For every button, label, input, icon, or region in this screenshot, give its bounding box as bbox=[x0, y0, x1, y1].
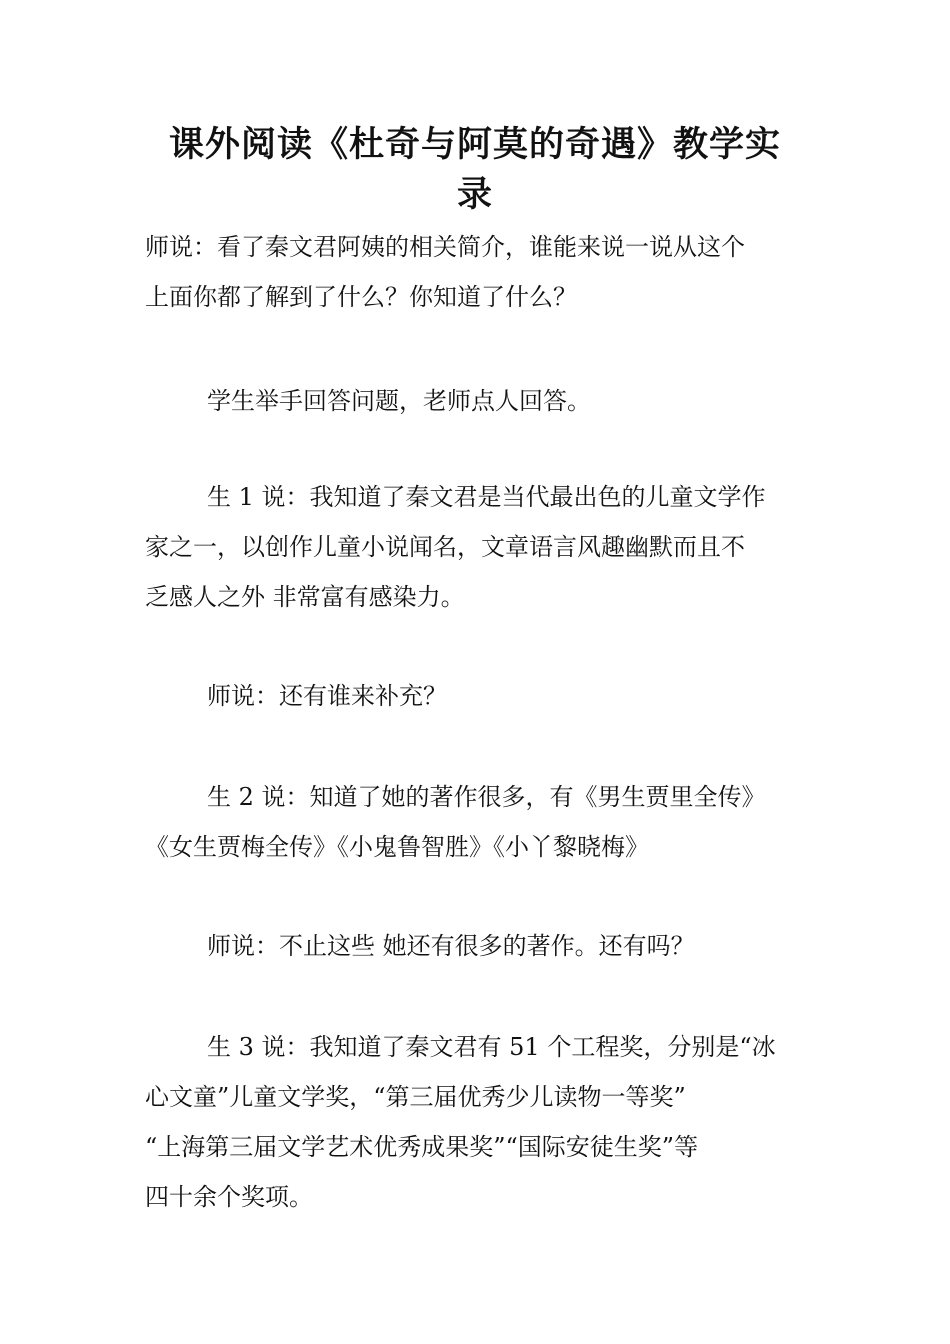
paragraph-student-2 bbox=[145, 772, 807, 872]
paragraph-line: 生 2 说：知道了她的著作很多，有《男生贾里全传》 bbox=[207, 783, 766, 811]
title-line-1: 课外阅读《杜奇与阿莫的奇遇》教学实 bbox=[168, 125, 781, 165]
paragraph-line: 家之一，以创作儿童小说闻名，文章语言风趣幽默而且不 bbox=[145, 533, 745, 561]
paragraph-teacher-question bbox=[145, 222, 807, 322]
paragraph-line: “上海第三届文学艺术优秀成果奖”“国际安徒生奖”等 bbox=[145, 1133, 699, 1161]
paragraph-line: 乏感人之外 非常富有感染力。 bbox=[145, 583, 465, 611]
paragraph-line: 四十余个奖项。 bbox=[145, 1183, 313, 1211]
paragraph-line: 师说：看了秦文君阿姨的相关简介，谁能来说一说从这个 bbox=[145, 233, 745, 261]
title-line-2: 录 bbox=[456, 175, 493, 215]
document-title bbox=[140, 120, 810, 220]
paragraph-line: 上面你都了解到了什么？你知道了什么？ bbox=[145, 283, 577, 311]
paragraph-line: 《女生贾梅全传》《小鬼鲁智胜》《小丫黎晓梅》 bbox=[145, 833, 649, 861]
paragraph-line: 学生举手回答问题，老师点人回答。 bbox=[207, 387, 591, 415]
paragraph-teacher-more bbox=[145, 921, 807, 971]
paragraph-student-1 bbox=[145, 472, 807, 622]
paragraph-line: 师说：还有谁来补充？ bbox=[207, 682, 447, 710]
paragraph-students-raise-hands bbox=[145, 376, 807, 426]
paragraph-line: 师说：不止这些 她还有很多的著作。还有吗？ bbox=[207, 932, 695, 960]
paragraph-line: 心文童”儿童文学奖，“第三届优秀少儿读物一等奖” bbox=[145, 1083, 686, 1111]
paragraph-line: 生 1 说：我知道了秦文君是当代最出色的儿童文学作 bbox=[207, 483, 766, 511]
paragraph-line: 生 3 说：我知道了秦文君有 51 个工程奖，分别是“冰 bbox=[207, 1033, 776, 1061]
paragraph-teacher-supplement bbox=[145, 671, 807, 721]
paragraph-student-3 bbox=[145, 1022, 807, 1222]
